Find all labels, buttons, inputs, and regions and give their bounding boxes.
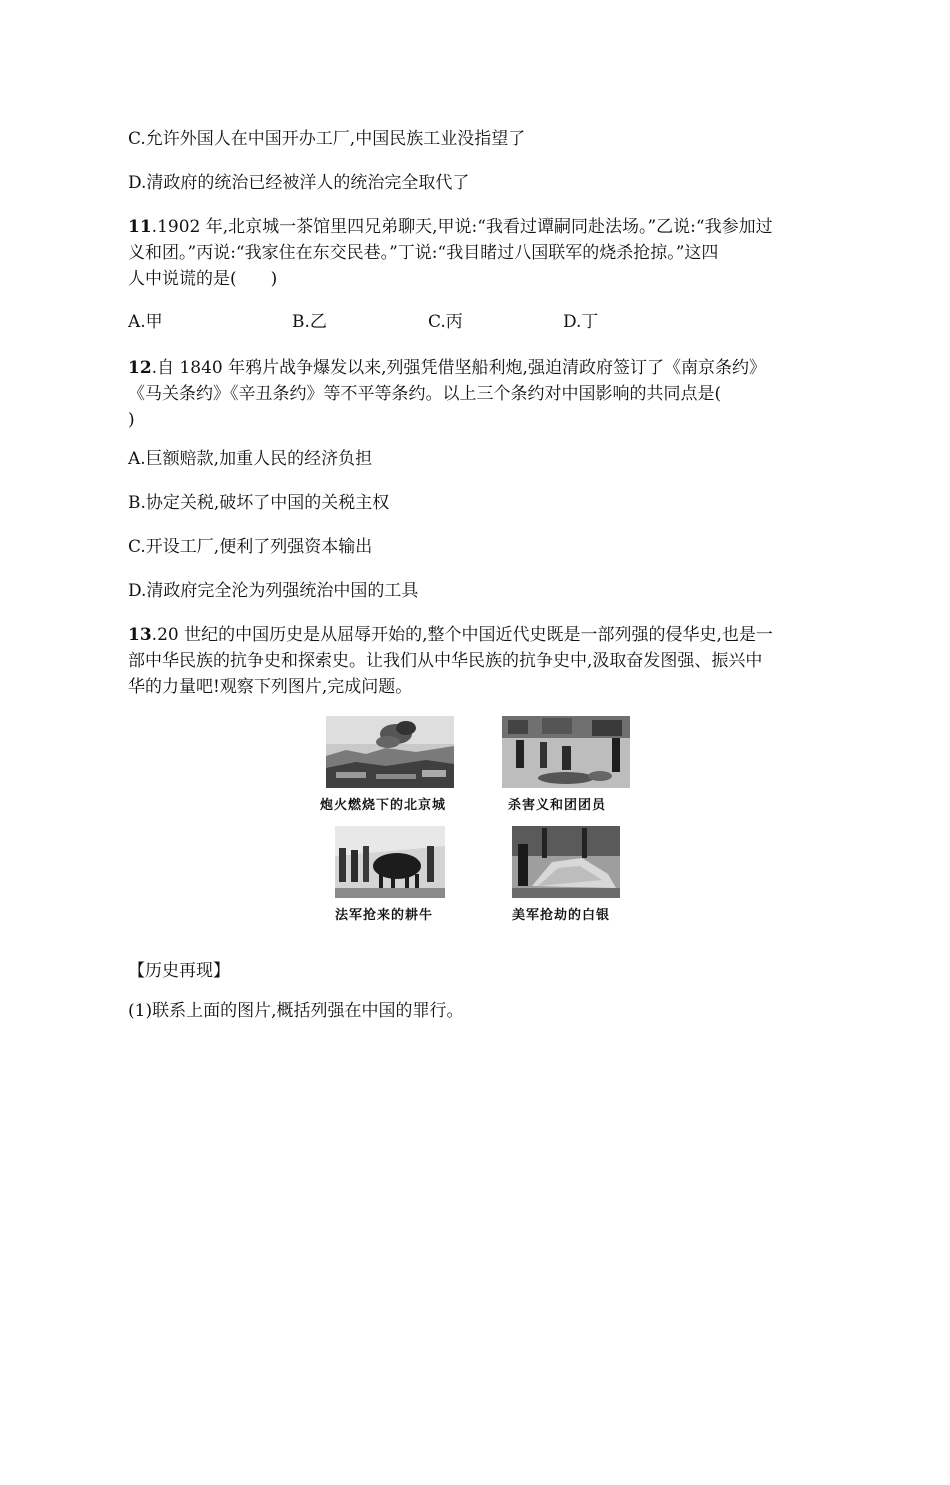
q13-line2: 部中华民族的抗争史和探索史。让我们从中华民族的抗争史中,汲取奋发图强、振兴中 xyxy=(128,651,763,671)
caption-looted-cattle: 法军抢来的耕牛 xyxy=(335,908,434,923)
q11-line3: 人中说谎的是( ) xyxy=(128,269,278,289)
looted-cattle-photo xyxy=(335,826,445,898)
boxer-execution-photo xyxy=(502,716,630,788)
section-heading: 【历史再现】 xyxy=(128,961,230,981)
q10-option-d: D.清政府的统治已经被洋人的统治完全取代了 xyxy=(128,173,470,193)
q13-stem xyxy=(128,622,828,700)
q11-stem xyxy=(128,214,828,292)
q12-option-d: D.清政府完全沦为列强统治中国的工具 xyxy=(128,581,419,601)
q11-line1: 11.1902 年,北京城一茶馆里四兄弟聊天,甲说:“我看过谭嗣同赴法场。”乙说:“我参加过 xyxy=(128,217,773,237)
q11-option-c: C.丙 xyxy=(428,312,463,332)
q13-line1: 13.20 世纪的中国历史是从屈辱开始的,整个中国近代史既是一部列强的侵华史,也是一 xyxy=(128,625,773,645)
q11-option-b: B.乙 xyxy=(292,312,327,332)
q11-number: 11 xyxy=(128,217,152,237)
caption-burning-beijing: 炮火燃烧下的北京城 xyxy=(320,798,447,813)
q12-option-b: B.协定关税,破坏了中国的关税主权 xyxy=(128,493,390,513)
q12-line1: 12.自 1840 年鸦片战争爆发以来,列强凭借坚船利炮,强迫清政府签订了《南京条约》 xyxy=(128,358,766,378)
historical-photo-grid xyxy=(318,714,638,944)
q10-option-c: C.允许外国人在中国开办工厂,中国民族工业没指望了 xyxy=(128,129,526,149)
q12-number: 12 xyxy=(128,358,152,378)
q12-option-c: C.开设工厂,便利了列强资本输出 xyxy=(128,537,373,557)
q12-option-a: A.巨额赔款,加重人民的经济负担 xyxy=(128,449,373,469)
looted-silver-photo xyxy=(512,826,620,898)
caption-looted-silver: 美军抢劫的白银 xyxy=(512,908,611,923)
q13-line3: 华的力量吧!观察下列图片,完成问题。 xyxy=(128,677,413,697)
q11-option-a: A.甲 xyxy=(128,312,163,332)
q12-line2: 《马关条约》《辛丑条约》等不平等条约。以上三个条约对中国影响的共同点是( xyxy=(128,384,722,404)
q11-option-d: D.丁 xyxy=(563,312,599,332)
q12-line3: ) xyxy=(128,410,135,430)
q11-options xyxy=(128,309,828,335)
caption-boxer-execution: 杀害义和团团员 xyxy=(508,798,607,813)
q13-subquestion-1: (1)联系上面的图片,概括列强在中国的罪行。 xyxy=(128,1001,464,1021)
burning-beijing-photo xyxy=(326,716,454,788)
q13-number: 13 xyxy=(128,625,152,645)
q12-stem xyxy=(128,355,828,433)
q11-line2: 义和团。”丙说:“我家住在东交民巷。”丁说:“我目睹过八国联军的烧杀抢掠。”这四 xyxy=(128,243,719,263)
